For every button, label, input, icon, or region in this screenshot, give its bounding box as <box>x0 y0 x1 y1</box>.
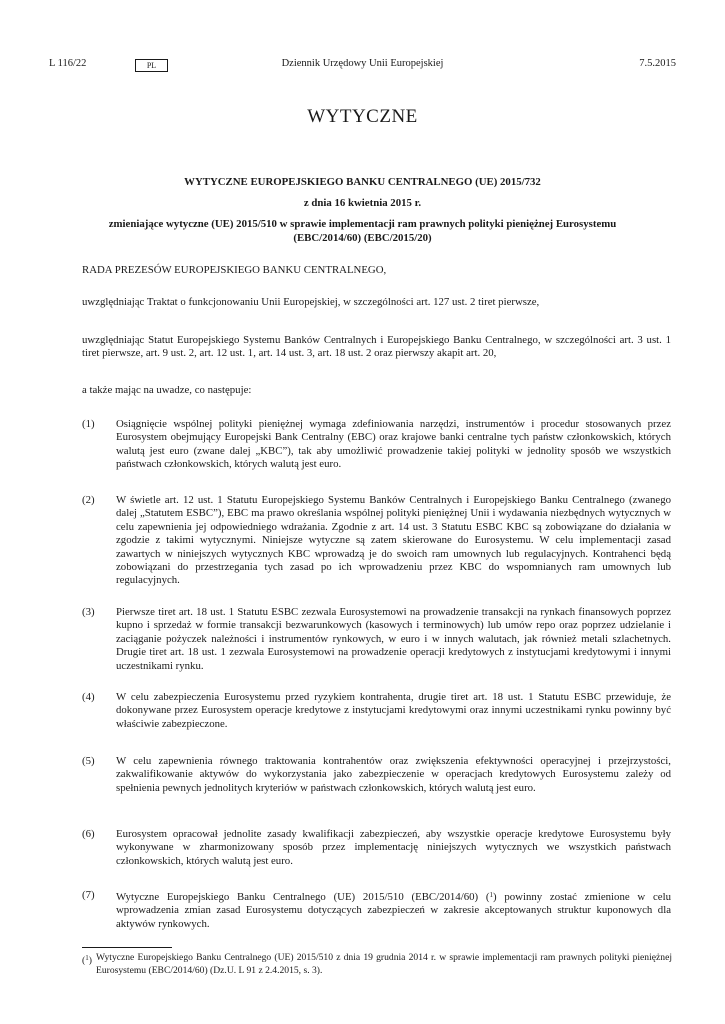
whereas-intro: a także mając na uwadze, co następuje: <box>82 384 252 396</box>
language-badge: PL <box>135 59 168 72</box>
title-date: z dnia 16 kwietnia 2015 r. <box>303 197 422 209</box>
recital-text: Pierwsze tiret art. 18 ust. 1 Statutu ESBC zezwala Eurosystemowi na prowadzenie transakcji na rynkach finansowych poprzez kupno i sprzedaż w formie transakcji bezwarunkowych (kasowych i terminowych) lub umów repo oraz poprzez udzielanie i zaciąganie pożyczek należności i instrumentów rynkowych, w euro i w innych walutach, jak również metali szlachetnych. Drugie tiret art. 18 ust. 1 zezwala Eurosystemowi na prowadzenie operacji kredytowych z instytucjami kredytowymi i innymi uczestnikami rynku. <box>116 606 671 672</box>
title-subject: zmieniające wytyczne (UE) 2015/510 w sprawie implementacji ram prawnych polityki pieniężnej Eurosystemu (EBC/2014/60) (EBC/2015/20) <box>108 218 617 244</box>
recital-text: W celu zabezpieczenia Eurosystemu przed ryzykiem kontrahenta, drugie tiret art. 18 ust. 1 Statutu ESBC przewiduje, że dokonywane przez Eurosystem operacje kredytowe z instytucjami kredytowymi oraz innymi uczestnikami rynku powinny być właściwie zabezpieczone. <box>116 691 671 730</box>
recital-number: (7) <box>82 889 95 901</box>
recital-number: (6) <box>82 828 95 840</box>
page-code: L 116/22 <box>49 58 87 69</box>
citation-statute: uwzględniając Statut Europejskiego Systemu Banków Centralnych i Europejskiego Banku Centralnego, w szczególności art. 3 ust. 1 tiret pierwsze, art. 9 ust. 2, art. 12 ust. 1, art. 14 ust. 3, art. 18 ust. 2 oraz pierwszy akapit art. 20, <box>82 334 671 360</box>
recital-number: (2) <box>82 494 95 506</box>
footnote-number-value: 1 <box>85 954 89 962</box>
footnote-reference[interactable]: 1 <box>489 891 493 899</box>
document-title <box>90 175 635 245</box>
recital-number: (3) <box>82 606 95 618</box>
recital-text <box>116 889 671 931</box>
recital-text-before: Wytyczne Europejskiego Banku Centralnego (UE) 2015/510 (EBC/2014/60) ( <box>116 891 490 903</box>
citation-treaty: uwzględniając Traktat o funkcjonowaniu Unii Europejskiej, w szczególności art. 127 ust. 2 tiret pierwsze, <box>82 296 540 308</box>
recital-text: W celu zapewnienia równego traktowania kontrahentów oraz zwiększenia efektywności operacyjnej i przejrzystości, zakwalifikowanie aktywów do wykorzystania jako zabezpieczenie w operacjach kredytowych Eurosystemu zależy od spełnienia pewnych jednolitych kryteriów w państwach członkowskich, których walutą jest euro. <box>116 755 671 794</box>
recital-number: (4) <box>82 691 95 703</box>
recital-text: Eurosystem opracował jednolite zasady kwalifikacji zabezpieczeń, aby wszystkie operacje kredytowe Eurosystemu były wykonywane w zharmonizowany sposób przez implementację niniejszych wytycznych we wszystkich państwach członkowskich, których walutą jest euro. <box>116 828 671 867</box>
title-line-1: WYTYCZNE EUROPEJSKIEGO BANKU CENTRALNEGO (UE) 2015/732 <box>184 176 541 188</box>
recital-number: (1) <box>82 418 95 430</box>
footnote-number <box>82 952 92 968</box>
footnote-text: Wytyczne Europejskiego Banku Centralnego (UE) 2015/510 z dnia 19 grudnia 2014 r. w sprawie implementacji ram prawnych polityki pieniężnej Eurosystemu (EBC/2014/60) (Dz.U. L 91 z 2.4.2015, s. 3). <box>96 952 672 976</box>
journal-title: Dziennik Urzędowy Unii Europejskiej <box>281 58 444 69</box>
page-header <box>49 58 676 74</box>
recital-text: W świetle art. 12 ust. 1 Statutu Europejskiego Systemu Banków Centralnych i Europejskiego Banku Centralnego (zwanego dalej „Statutem ESBC”), EBC ma prawo określania wspólnej polityki pieniężnej Unii i wydawania niezbędnych wytycznych w celu zapewnienia jej odpowiedniego wdrażania. Zgodnie z art. 14 ust. 3 Statutu ESBC KBC są zobowiązane do działania w zgodzie z takimi wytycznymi. Niniejsze wytyczne są zatem skierowane do Eurosystemu. W celu implementacji zasad zawartych w niniejszych wytycznych KBC wprowadzą je do swoich ram umownych lub regulacyjnych. Kontrahenci będą zobowiązani do przestrzegania tych zasad po ich wprowadzeniu przez KBC do wspomnianych ram umownych lub regulacyjnych. <box>116 494 671 587</box>
document-type: WYTYCZNE <box>307 106 418 127</box>
footnote-paren-open: ( <box>82 955 86 966</box>
footnote-paren-close: ) <box>88 955 92 966</box>
publication-date: 7.5.2015 <box>639 58 676 69</box>
recital-number: (5) <box>82 755 95 767</box>
recital-text-after: ) powinny zostać zmienione w celu wprowadzenia zmian zasad Eurosystemu dotyczących zabezpieczeń w zakresie akceptowanych struktur kuponowych dla aktywów rynkowych. <box>116 891 671 930</box>
council-heading: RADA PREZESÓW EUROPEJSKIEGO BANKU CENTRALNEGO, <box>82 264 387 276</box>
footnote-divider <box>82 947 172 948</box>
recital-text: Osiągnięcie wspólnej polityki pieniężnej wymaga zdefiniowania narzędzi, instrumentów i procedur stosowanych przez Eurosystem obejmujący Europejski Bank Centralny (EBC) oraz krajowe banki centralne tych państw członkowskich, których walutą jest euro (zwane dalej „KBC”), tak aby umożliwić prowadzenie takiej polityki w jednolity sposób we wszystkich państwach członkowskich, których walutą jest euro. <box>116 418 671 471</box>
